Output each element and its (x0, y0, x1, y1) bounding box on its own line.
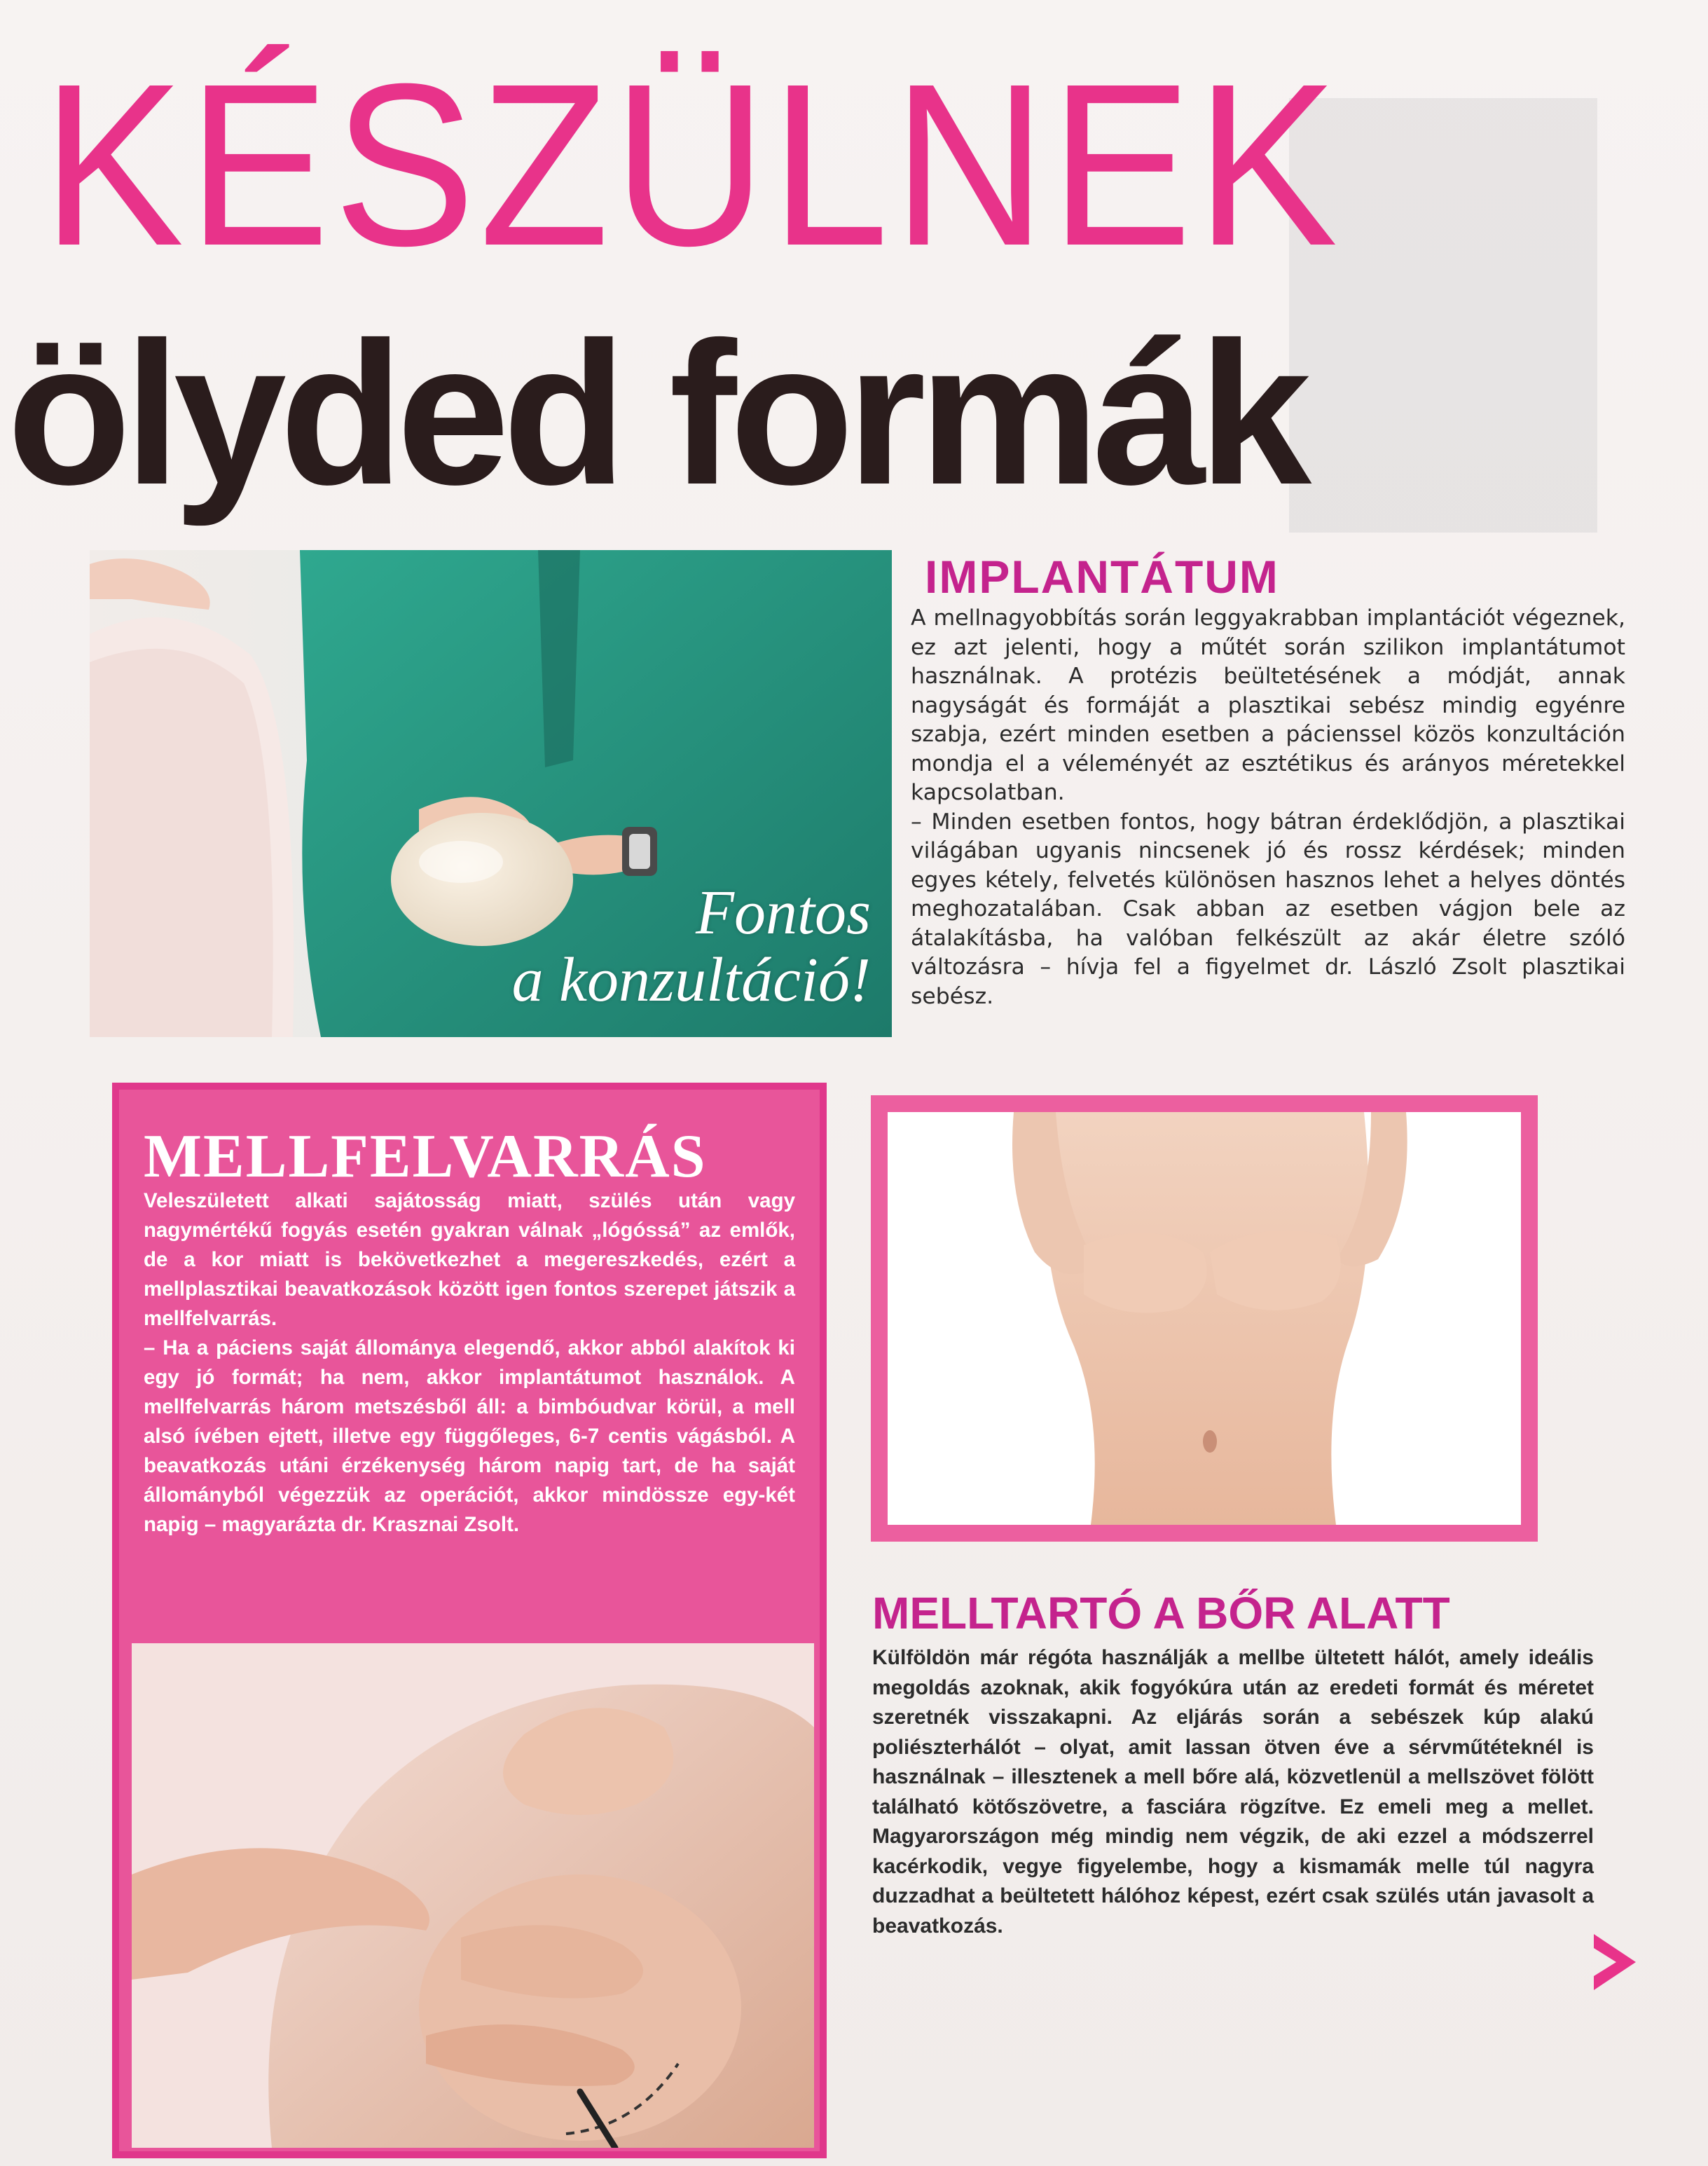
melltarto-text (872, 1643, 1594, 1941)
covering-chest-photo (888, 1112, 1521, 1525)
caption-line2: a konzultáció! (511, 945, 871, 1015)
melltarto-paragraph: Külföldön már régóta használják a mellbe ültetett hálót, amely ideális megoldás azoknak, akik fogyókúra után az eredeti formát és méretet szeretnék visszakapni. Az eljárás során a sebészek kúp alakú poliészterhálót – olyat, amit lassan ötven éve a sérvműtéteknél is használnak – illesztenek a mell bőre alá, közvetlenül a mellszövet fölött található kötőszövetre, a fasciára rögzítve. Ez emeli meg a mellet. Magyarországon még mindig nem végzik, de aki ezzel a módszerrel kacérkodik, vegye figyelembe, hogy a kismamák melle túl nagyra duzzadhat a beültetett hálóhoz képest, ezért csak szülés után javasolt a beavatkozás. (872, 1646, 1594, 1938)
torso-illustration (888, 1112, 1521, 1525)
implantatum-paragraph: – Minden esetben fontos, hogy bátran érdeklődjön, a plasztikai világában ugyanis nincsenek jó és rossz kérdések; minden egyes kétely, felvetés különösen hasznos lehet a helyes döntés meghozatalában. Csak abban az esetben vágjon bele az átalakításba, ha valóban felkészült az akár életre szóló változásra – hívja fel a figyelmet dr. László Zsolt plasztikai sebész. (911, 809, 1625, 1009)
incision-photo (132, 1643, 814, 2148)
chevron-right-icon[interactable] (1587, 1931, 1643, 1994)
covering-chest-photo-frame (871, 1095, 1538, 1542)
mellfelvarras-paragraph: – Ha a páciens saját állománya elegendő, akkor abból alakítok ki egy jó formát; ha nem, akkor implantátumot használok. A mellfelvarrás három metszésből áll: a bimbóudvar körül, a mell alsó ívében ejtett, illetve egy függőleges, 6-7 centis vágásból. A beavatkozás utáni érzékenység három napig tart, de ha saját állományból végezzük az operációt, akkor mindössze egy-két napig – magyarázta dr. Krasznai Zsolt. (144, 1336, 795, 1536)
mellfelvarras-heading: MELLFELVARRÁS (144, 1123, 707, 1191)
incision-illustration (132, 1643, 814, 2148)
headline-line2: ölyded formák (7, 300, 1305, 527)
mellfelvarras-paragraph: Veleszületett alkati sajátosság miatt, szülés után vagy nagymértékű fogyás esetén gyakran válnak „lógóssá” az emlők, de a kor miatt is bekövetkezhet a megereszkedés, ezért a mellplasztikai beavatkozások között igen fontos szerepet játszik a mellfelvarrás. (144, 1189, 795, 1330)
mellfelvarras-box (112, 1083, 827, 2158)
caption-line1: Fontos (695, 878, 871, 947)
mellfelvarras-text (144, 1186, 795, 1540)
implantatum-text (911, 604, 1625, 1011)
implantatum-heading: IMPLANTÁTUM (925, 551, 1279, 603)
surgeon-implant-photo (90, 550, 892, 1037)
photo-caption (512, 879, 871, 1014)
headline-line1: KÉSZÜLNEK (42, 35, 1342, 294)
mellfelvarras-box-inner (119, 1090, 820, 2151)
melltarto-heading: MELLTARTÓ A BŐR ALATT (872, 1588, 1450, 1638)
implantatum-paragraph: A mellnagyobbítás során leggyakrabban implantációt végeznek, ez azt jelenti, hogy a műtét során szilikon implantátumot használnak. A protézis beültetésének a módját, annak nagyságát és formáját a plasztikai sebész mindig egyénre szabja, ezért minden esetben a pácienssel közös konzultáción mondja el a véleményét az esztétikus és arányos méretekkel kapcsolatban. (911, 605, 1625, 805)
